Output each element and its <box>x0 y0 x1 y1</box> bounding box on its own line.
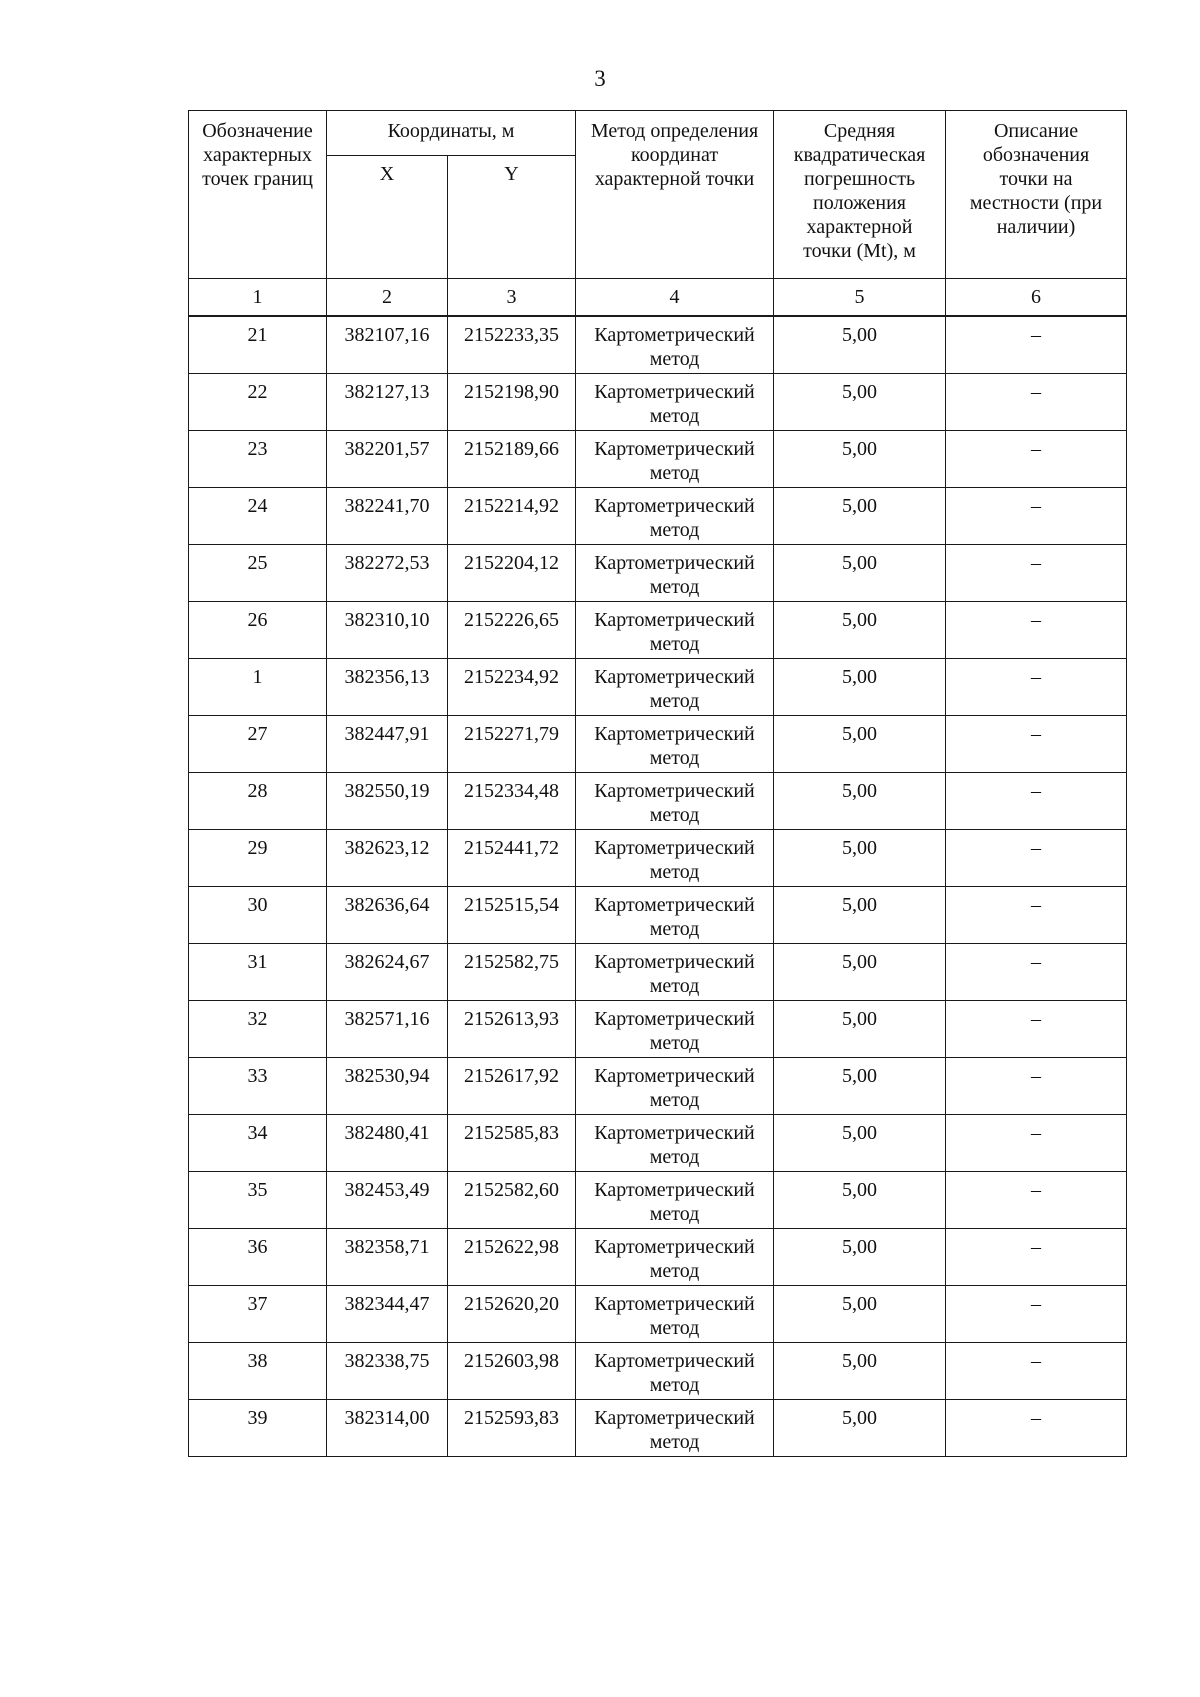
method-line: Картометрический <box>594 722 755 745</box>
point-cell: 25 <box>189 544 327 601</box>
column-number: 1 <box>189 279 327 317</box>
y-cell: 2152226,65 <box>448 601 576 658</box>
method-line: метод <box>649 461 700 484</box>
description-cell: – <box>946 1228 1127 1285</box>
header-error-line: положения <box>813 192 906 214</box>
error-cell: 5,00 <box>774 430 946 487</box>
method-line: метод <box>649 575 700 598</box>
x-cell: 382201,57 <box>327 430 448 487</box>
y-cell: 2152204,12 <box>448 544 576 601</box>
header-error-line: точки (Mt), м <box>803 240 916 262</box>
description-cell: – <box>946 1399 1127 1456</box>
point-cell: 30 <box>189 886 327 943</box>
table-row <box>189 772 1127 829</box>
description-cell: – <box>946 601 1127 658</box>
error-cell: 5,00 <box>774 487 946 544</box>
y-cell: 2152593,83 <box>448 1399 576 1456</box>
method-line: метод <box>649 746 700 769</box>
header-error-line: характерной <box>806 216 913 238</box>
method-cell <box>576 886 774 943</box>
boundary-points-table <box>188 110 1127 1457</box>
point-cell: 24 <box>189 487 327 544</box>
method-line: Картометрический <box>594 551 755 574</box>
point-cell: 36 <box>189 1228 327 1285</box>
method-cell <box>576 316 774 373</box>
error-cell: 5,00 <box>774 772 946 829</box>
table-row <box>189 1171 1127 1228</box>
header-y: Y <box>448 156 576 279</box>
error-cell: 5,00 <box>774 544 946 601</box>
table-row <box>189 544 1127 601</box>
y-cell: 2152234,92 <box>448 658 576 715</box>
method-line: Картометрический <box>594 779 755 802</box>
description-cell: – <box>946 487 1127 544</box>
method-line: метод <box>649 1088 700 1111</box>
header-point-line: Обозначение <box>202 120 313 142</box>
table-row <box>189 430 1127 487</box>
method-line: Картометрический <box>594 950 755 973</box>
header-error <box>774 111 946 279</box>
method-line: Картометрический <box>594 1064 755 1087</box>
description-cell: – <box>946 1057 1127 1114</box>
description-cell: – <box>946 430 1127 487</box>
method-cell <box>576 829 774 886</box>
y-cell: 2152334,48 <box>448 772 576 829</box>
table-row <box>189 1057 1127 1114</box>
header-point <box>189 111 327 279</box>
point-cell: 1 <box>189 658 327 715</box>
method-line: Картометрический <box>594 1007 755 1030</box>
table-row <box>189 658 1127 715</box>
x-cell: 382530,94 <box>327 1057 448 1114</box>
y-cell: 2152622,98 <box>448 1228 576 1285</box>
x-cell: 382550,19 <box>327 772 448 829</box>
y-cell: 2152603,98 <box>448 1342 576 1399</box>
table-row <box>189 316 1127 373</box>
x-cell: 382358,71 <box>327 1228 448 1285</box>
header-x: X <box>327 156 448 279</box>
x-cell: 382571,16 <box>327 1000 448 1057</box>
error-cell: 5,00 <box>774 1342 946 1399</box>
y-cell: 2152214,92 <box>448 487 576 544</box>
header-method-line: характерной точки <box>594 168 755 190</box>
description-cell: – <box>946 772 1127 829</box>
x-cell: 382624,67 <box>327 943 448 1000</box>
method-line: Картометрический <box>594 665 755 688</box>
description-cell: – <box>946 829 1127 886</box>
description-cell: – <box>946 1342 1127 1399</box>
column-number: 5 <box>774 279 946 317</box>
x-cell: 382636,64 <box>327 886 448 943</box>
error-cell: 5,00 <box>774 1399 946 1456</box>
error-cell: 5,00 <box>774 1114 946 1171</box>
error-cell: 5,00 <box>774 943 946 1000</box>
header-method <box>576 111 774 279</box>
description-cell: – <box>946 1171 1127 1228</box>
method-line: метод <box>649 1031 700 1054</box>
header-coordinates: Координаты, м <box>327 111 576 156</box>
method-line: метод <box>649 518 700 541</box>
header-description-line: местности (при <box>969 192 1103 214</box>
x-cell: 382107,16 <box>327 316 448 373</box>
method-cell <box>576 772 774 829</box>
y-cell: 2152441,72 <box>448 829 576 886</box>
method-line: метод <box>649 1430 700 1453</box>
method-line: метод <box>649 632 700 655</box>
table-body <box>189 316 1127 1456</box>
point-cell: 28 <box>189 772 327 829</box>
y-cell: 2152271,79 <box>448 715 576 772</box>
x-cell: 382310,10 <box>327 601 448 658</box>
point-cell: 38 <box>189 1342 327 1399</box>
point-cell: 21 <box>189 316 327 373</box>
error-cell: 5,00 <box>774 1057 946 1114</box>
y-cell: 2152582,60 <box>448 1171 576 1228</box>
method-cell <box>576 1285 774 1342</box>
method-cell <box>576 1057 774 1114</box>
header-method-line: Метод определения <box>590 120 759 142</box>
table-row <box>189 1342 1127 1399</box>
table-header <box>189 111 1127 317</box>
column-number: 6 <box>946 279 1127 317</box>
column-number-row <box>189 279 1127 317</box>
point-cell: 23 <box>189 430 327 487</box>
x-cell: 382127,13 <box>327 373 448 430</box>
method-line: метод <box>649 1373 700 1396</box>
x-cell: 382623,12 <box>327 829 448 886</box>
y-cell: 2152233,35 <box>448 316 576 373</box>
header-description-line: Описание <box>993 120 1079 142</box>
header-description-line: наличии) <box>996 216 1076 238</box>
method-line: метод <box>649 1316 700 1339</box>
header-point-line: характерных <box>203 144 312 166</box>
description-cell: – <box>946 1114 1127 1171</box>
method-cell <box>576 943 774 1000</box>
table-row <box>189 373 1127 430</box>
header-error-line: квадратическая <box>793 144 926 166</box>
description-cell: – <box>946 316 1127 373</box>
method-cell <box>576 544 774 601</box>
error-cell: 5,00 <box>774 658 946 715</box>
method-line: метод <box>649 1202 700 1225</box>
point-cell: 27 <box>189 715 327 772</box>
x-cell: 382356,13 <box>327 658 448 715</box>
error-cell: 5,00 <box>774 316 946 373</box>
method-line: метод <box>649 860 700 883</box>
description-cell: – <box>946 715 1127 772</box>
method-cell <box>576 1171 774 1228</box>
method-line: Картометрический <box>594 494 755 517</box>
table-row <box>189 487 1127 544</box>
method-line: Картометрический <box>594 1121 755 1144</box>
description-cell: – <box>946 373 1127 430</box>
table-row <box>189 601 1127 658</box>
header-method-line: координат <box>630 144 719 166</box>
error-cell: 5,00 <box>774 886 946 943</box>
description-cell: – <box>946 1285 1127 1342</box>
method-line: Картометрический <box>594 380 755 403</box>
method-line: метод <box>649 689 700 712</box>
x-cell: 382241,70 <box>327 487 448 544</box>
y-cell: 2152613,93 <box>448 1000 576 1057</box>
error-cell: 5,00 <box>774 1285 946 1342</box>
y-cell: 2152582,75 <box>448 943 576 1000</box>
y-cell: 2152515,54 <box>448 886 576 943</box>
table-row <box>189 1114 1127 1171</box>
point-cell: 26 <box>189 601 327 658</box>
x-cell: 382453,49 <box>327 1171 448 1228</box>
method-line: Картометрический <box>594 1292 755 1315</box>
x-cell: 382344,47 <box>327 1285 448 1342</box>
method-cell <box>576 1342 774 1399</box>
header-description-line: точки на <box>999 168 1073 190</box>
point-cell: 35 <box>189 1171 327 1228</box>
y-cell: 2152189,66 <box>448 430 576 487</box>
description-cell: – <box>946 886 1127 943</box>
method-line: Картометрический <box>594 608 755 631</box>
x-cell: 382480,41 <box>327 1114 448 1171</box>
point-cell: 31 <box>189 943 327 1000</box>
method-line: Картометрический <box>594 893 755 916</box>
method-cell <box>576 1000 774 1057</box>
point-cell: 33 <box>189 1057 327 1114</box>
method-line: Картометрический <box>594 437 755 460</box>
table-row <box>189 943 1127 1000</box>
error-cell: 5,00 <box>774 373 946 430</box>
method-line: Картометрический <box>594 836 755 859</box>
description-cell: – <box>946 943 1127 1000</box>
x-cell: 382314,00 <box>327 1399 448 1456</box>
column-number: 3 <box>448 279 576 317</box>
x-cell: 382272,53 <box>327 544 448 601</box>
error-cell: 5,00 <box>774 1171 946 1228</box>
error-cell: 5,00 <box>774 1228 946 1285</box>
y-cell: 2152198,90 <box>448 373 576 430</box>
method-cell <box>576 1399 774 1456</box>
method-cell <box>576 373 774 430</box>
error-cell: 5,00 <box>774 829 946 886</box>
method-line: Картометрический <box>594 1178 755 1201</box>
method-line: Картометрический <box>594 1235 755 1258</box>
table-row <box>189 1285 1127 1342</box>
method-cell <box>576 430 774 487</box>
point-cell: 29 <box>189 829 327 886</box>
header-point-line: точек границ <box>202 168 313 190</box>
method-line: метод <box>649 917 700 940</box>
x-cell: 382338,75 <box>327 1342 448 1399</box>
header-description-line: обозначения <box>982 144 1090 166</box>
method-cell <box>576 715 774 772</box>
point-cell: 34 <box>189 1114 327 1171</box>
method-line: метод <box>649 1145 700 1168</box>
description-cell: – <box>946 544 1127 601</box>
method-line: Картометрический <box>594 324 755 346</box>
method-line: Картометрический <box>594 1349 755 1372</box>
point-cell: 37 <box>189 1285 327 1342</box>
y-cell: 2152617,92 <box>448 1057 576 1114</box>
table-row <box>189 829 1127 886</box>
point-cell: 22 <box>189 373 327 430</box>
column-number: 2 <box>327 279 448 317</box>
method-line: Картометрический <box>594 1406 755 1429</box>
method-cell <box>576 1114 774 1171</box>
method-cell <box>576 1228 774 1285</box>
error-cell: 5,00 <box>774 1000 946 1057</box>
description-cell: – <box>946 1000 1127 1057</box>
method-line: метод <box>649 1259 700 1282</box>
table-row <box>189 715 1127 772</box>
y-cell: 2152620,20 <box>448 1285 576 1342</box>
header-error-line: Средняя <box>823 120 896 142</box>
header-error-line: погрешность <box>803 168 916 190</box>
description-cell: – <box>946 658 1127 715</box>
table-row <box>189 886 1127 943</box>
header-description <box>946 111 1127 279</box>
method-cell <box>576 658 774 715</box>
y-cell: 2152585,83 <box>448 1114 576 1171</box>
method-cell <box>576 487 774 544</box>
method-line: метод <box>649 974 700 997</box>
method-line: метод <box>649 348 700 370</box>
column-number: 4 <box>576 279 774 317</box>
table-row <box>189 1000 1127 1057</box>
point-cell: 32 <box>189 1000 327 1057</box>
method-line: метод <box>649 404 700 427</box>
table-row <box>189 1228 1127 1285</box>
method-cell <box>576 601 774 658</box>
x-cell: 382447,91 <box>327 715 448 772</box>
page-number: 3 <box>594 66 606 91</box>
point-cell: 39 <box>189 1399 327 1456</box>
table-row <box>189 1399 1127 1456</box>
error-cell: 5,00 <box>774 601 946 658</box>
error-cell: 5,00 <box>774 715 946 772</box>
method-line: метод <box>649 803 700 826</box>
